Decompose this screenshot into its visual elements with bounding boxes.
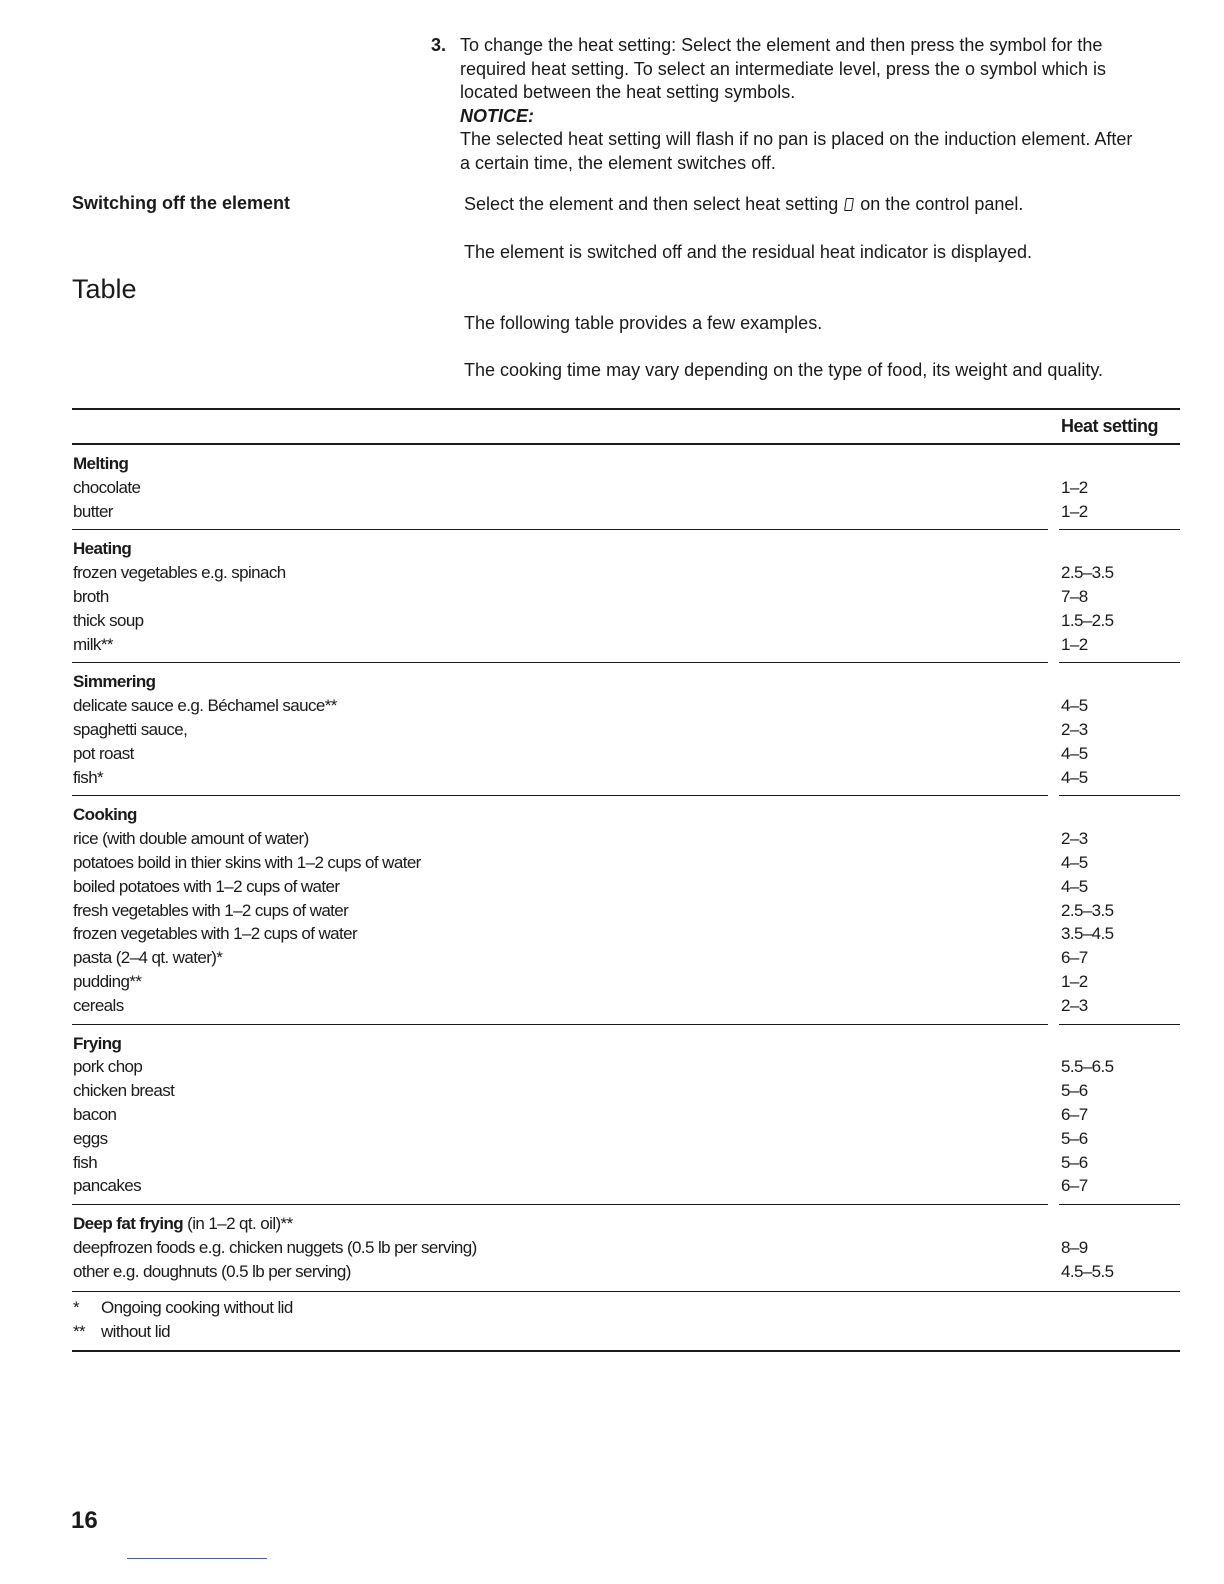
group-title-text: Heating [73, 539, 132, 559]
heat-setting-value: 1–2 [1061, 634, 1088, 654]
digit-zero-icon [844, 198, 854, 211]
table-row [72, 1127, 1180, 1151]
food-item: frozen vegetables with 1–2 cups of water [73, 924, 358, 944]
table-group [72, 1205, 1180, 1291]
food-item: milk** [73, 634, 113, 654]
food-item: spaghetti sauce, [73, 719, 188, 739]
heat-setting-value: 5–6 [1061, 1152, 1088, 1172]
table-row [72, 970, 1180, 994]
group-title [73, 1032, 121, 1056]
heat-setting-value: 4–5 [1061, 852, 1088, 872]
group-title-note: (in 1–2 qt. oil)** [183, 1214, 293, 1234]
table-footnotes [72, 1292, 1180, 1352]
table-row [72, 609, 1180, 633]
food-item: pancakes [73, 1176, 141, 1196]
table-group [72, 530, 1180, 663]
heat-setting-value: 1.5–2.5 [1061, 610, 1114, 630]
group-title [73, 537, 131, 561]
group-title-row [72, 803, 1180, 827]
notice-label: NOTICE: [460, 105, 534, 126]
heat-setting-value: 6–7 [1061, 948, 1088, 968]
switching-off-heading: Switching off the element [72, 193, 291, 213]
heat-setting-value: 1–2 [1061, 971, 1088, 991]
step-3-line: To change the heat setting: Select the element and then press the symbol for the [460, 35, 1103, 55]
table-row [72, 1151, 1180, 1175]
step-number: 3. [431, 35, 447, 55]
food-item: pudding** [73, 971, 142, 991]
heat-setting-value: 2–3 [1061, 829, 1088, 849]
food-item: cereals [73, 995, 124, 1015]
heat-setting-value: 4–5 [1061, 696, 1088, 716]
food-item: potatoes boild in thier skins with 1–2 cups of water [73, 852, 421, 872]
table-row [72, 827, 1180, 851]
food-item: broth [73, 586, 109, 606]
table-row [72, 851, 1180, 875]
food-item: pasta (2–4 qt. water)* [73, 948, 223, 968]
food-item: frozen vegetables e.g. spinach [73, 563, 286, 583]
food-item: eggs [73, 1128, 108, 1148]
group-title-text: Cooking [73, 805, 137, 825]
switching-off-instruction [464, 193, 1023, 217]
food-item: boiled potatoes with 1–2 cups of water [73, 876, 340, 896]
food-item: chocolate [73, 477, 141, 497]
heat-setting-value: 2–3 [1061, 995, 1088, 1015]
group-title-text: Frying [73, 1033, 122, 1053]
group-title-row [72, 1032, 1180, 1056]
table-intro-text: The following table provides a few examples. [464, 313, 823, 333]
footnote-mark: ** [73, 1321, 86, 1341]
heat-setting-table [72, 408, 1180, 1352]
table-row [72, 1260, 1180, 1284]
table-row [72, 561, 1180, 585]
instruction-text-before: Select the element and then select heat setting [464, 194, 839, 214]
switching-off-result: The element is switched off and the residual heat indicator is displayed. [464, 242, 1032, 262]
table-row [72, 585, 1180, 609]
table-intro-text: The cooking time may vary depending on the type of food, its weight and quality. [464, 360, 1104, 380]
heat-setting-value: 5.5–6.5 [1061, 1057, 1114, 1077]
table-group [72, 1025, 1180, 1206]
table-row [72, 476, 1180, 500]
footnote-mark: * [73, 1297, 80, 1317]
food-item: fish [73, 1152, 98, 1172]
table-body [72, 445, 1180, 1292]
footnote [72, 1320, 1180, 1344]
heat-setting-value: 4.5–5.5 [1061, 1261, 1114, 1281]
instruction-text-after: on the control panel. [860, 194, 1024, 214]
table-row [72, 766, 1180, 790]
heat-setting-value: 6–7 [1061, 1176, 1088, 1196]
table-row [72, 1055, 1180, 1079]
footnote [72, 1296, 1180, 1320]
table-row [72, 922, 1180, 946]
table-row [72, 946, 1180, 970]
table-group [72, 663, 1180, 796]
table-row [72, 694, 1180, 718]
heat-setting-value: 5–6 [1061, 1128, 1088, 1148]
group-title [73, 803, 137, 827]
table-row [72, 1174, 1180, 1198]
notice-line: a certain time, the element switches off. [460, 152, 776, 173]
heat-setting-value: 2.5–3.5 [1061, 900, 1114, 920]
heat-setting-value: 4–5 [1061, 876, 1088, 896]
food-item: rice (with double amount of water) [73, 829, 309, 849]
table-row [72, 718, 1180, 742]
heat-setting-value: 2.5–3.5 [1061, 563, 1114, 583]
group-title [73, 452, 128, 476]
food-item: butter [73, 501, 113, 521]
group-title-text: Melting [73, 454, 129, 473]
heat-setting-value: 4–5 [1061, 743, 1088, 763]
heat-setting-value: 6–7 [1061, 1104, 1088, 1124]
group-title-row [72, 452, 1180, 476]
group-title [73, 1212, 293, 1236]
link-underline [127, 1558, 267, 1559]
table-row [72, 633, 1180, 657]
heat-setting-value: 3.5–4.5 [1061, 924, 1114, 944]
table-row [72, 1236, 1180, 1260]
heat-setting-value: 8–9 [1061, 1237, 1088, 1257]
heat-setting-value: 1–2 [1061, 501, 1088, 521]
heat-setting-column-header: Heat setting [1061, 416, 1159, 436]
heat-setting-value: 5–6 [1061, 1081, 1088, 1101]
table-row [72, 500, 1180, 524]
heat-setting-value: 1–2 [1061, 477, 1088, 497]
group-title-text: Simmering [73, 672, 156, 692]
food-item: delicate sauce e.g. Béchamel sauce** [73, 696, 337, 716]
step-3-text [460, 34, 1191, 175]
notice-line: The selected heat setting will flash if no pan is placed on the induction element. After [460, 129, 1133, 149]
group-title [73, 670, 155, 694]
heat-setting-value: 4–5 [1061, 767, 1088, 787]
food-item: pork chop [73, 1057, 143, 1077]
food-item: fish* [73, 767, 104, 787]
food-item: other e.g. doughnuts (0.5 lb per serving) [73, 1261, 351, 1281]
food-item: fresh vegetables with 1–2 cups of water [73, 900, 349, 920]
table-row [72, 994, 1180, 1018]
food-item: thick soup [73, 610, 144, 630]
table-row [72, 742, 1180, 766]
group-title-row [72, 1212, 1180, 1236]
food-item: bacon [73, 1104, 117, 1124]
group-title-text: Deep fat frying [73, 1214, 184, 1234]
food-item: pot roast [73, 743, 134, 763]
step-3-block [431, 34, 1191, 175]
table-row [72, 1103, 1180, 1127]
footnote-text: without lid [101, 1321, 170, 1341]
table-section-heading: Table [72, 274, 137, 304]
table-row [72, 899, 1180, 923]
table-group [72, 445, 1180, 530]
footnote-text: Ongoing cooking without lid [101, 1297, 293, 1317]
step-3-line: located between the heat setting symbols. [460, 82, 796, 102]
table-group [72, 796, 1180, 1024]
heat-setting-value: 2–3 [1061, 719, 1088, 739]
table-header [72, 410, 1180, 445]
group-title-row [72, 670, 1180, 694]
group-title-row [72, 537, 1180, 561]
page-number: 16 [71, 1507, 98, 1534]
table-row [72, 1079, 1180, 1103]
food-item: chicken breast [73, 1081, 175, 1101]
table-row [72, 875, 1180, 899]
step-3-line: required heat setting. To select an intermediate level, press the o symbol which is [460, 58, 1107, 79]
heat-setting-value: 7–8 [1061, 586, 1088, 606]
food-item: deepfrozen foods e.g. chicken nuggets (0.5 lb per serving) [73, 1237, 477, 1257]
